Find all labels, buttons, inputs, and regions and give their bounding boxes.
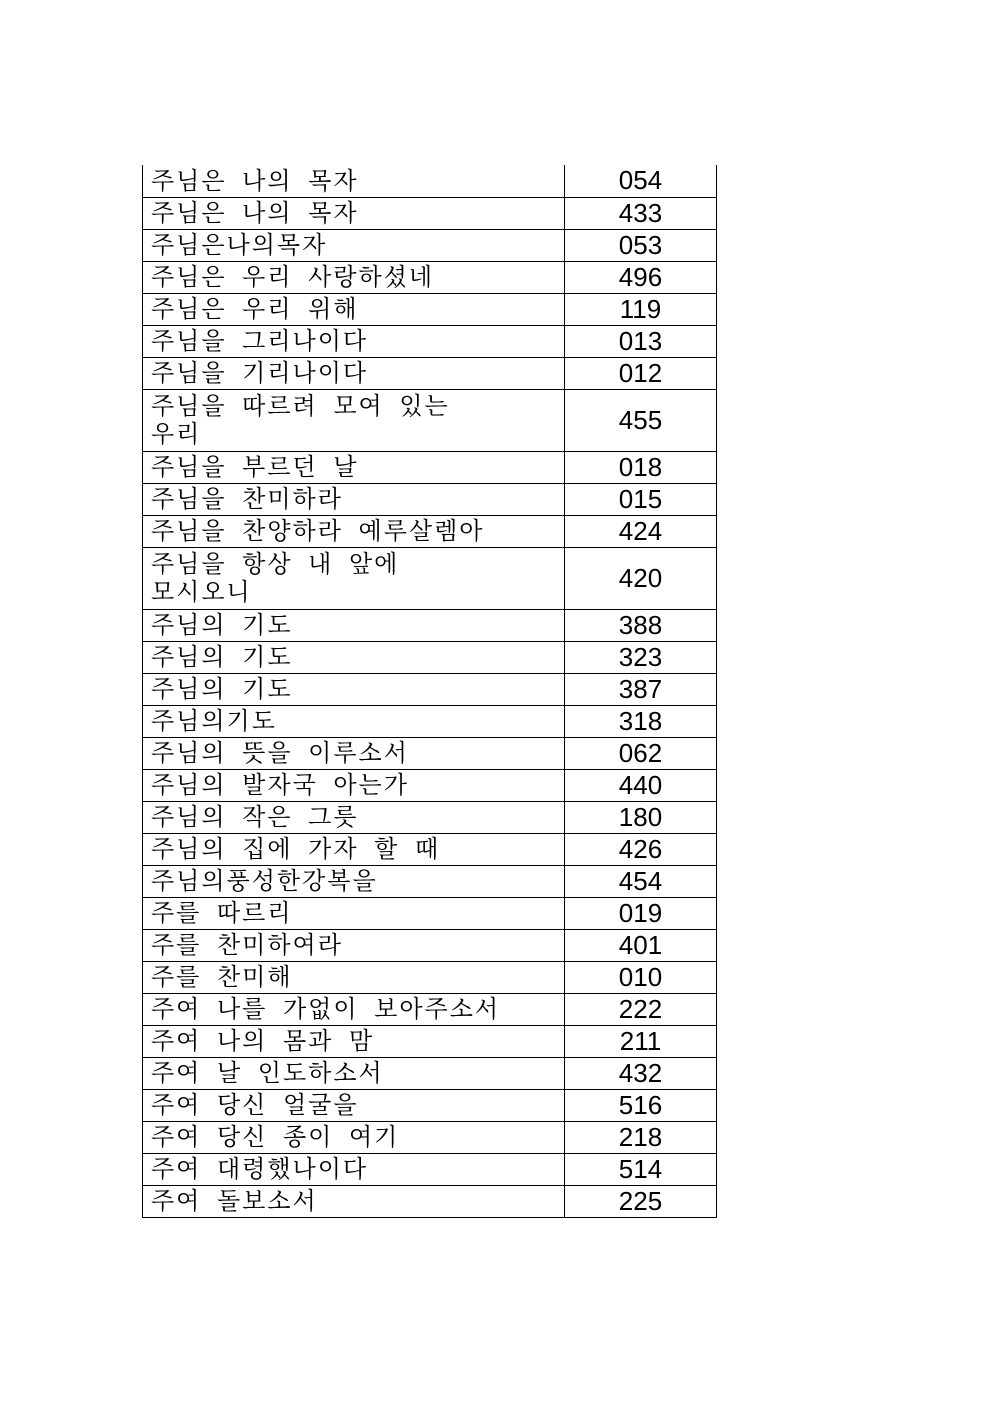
hymn-title: 주를 찬미하여라 [143,929,565,961]
hymn-number: 424 [565,515,717,547]
hymn-number: 496 [565,261,717,293]
hymn-number: 218 [565,1121,717,1153]
table-row [143,1057,717,1089]
hymn-number: 432 [565,1057,717,1089]
hymn-number: 318 [565,705,717,737]
table-row [143,1025,717,1057]
table-row [143,865,717,897]
hymn-title: 주님을 찬미하라 [143,483,565,515]
hymn-number: 388 [565,609,717,641]
hymn-title: 주님을 찬양하라 예루살렘아 [143,515,565,547]
table-row [143,261,717,293]
table-row [143,165,717,197]
hymn-index-table [142,165,717,1218]
table-row [143,229,717,261]
hymn-title: 주님을 부르던 날 [143,451,565,483]
hymn-number: 010 [565,961,717,993]
table-row [143,1153,717,1185]
table-row [143,197,717,229]
hymn-title: 주님은 나의 목자 [143,197,565,229]
hymn-number: 013 [565,325,717,357]
hymn-number: 053 [565,229,717,261]
hymn-number: 062 [565,737,717,769]
hymn-title: 주를 따르리 [143,897,565,929]
table-row [143,515,717,547]
hymn-title: 주님의 기도 [143,673,565,705]
hymn-title: 주여 나의 몸과 맘 [143,1025,565,1057]
hymn-title: 주여 날 인도하소서 [143,1057,565,1089]
table-row [143,609,717,641]
hymn-number: 019 [565,897,717,929]
hymn-title: 주여 돌보소서 [143,1185,565,1217]
hymn-number: 455 [565,389,717,451]
hymn-title: 주님의 발자국 아는가 [143,769,565,801]
table-row [143,961,717,993]
table-row [143,705,717,737]
table-row [143,547,717,609]
hymn-number: 426 [565,833,717,865]
hymn-title: 주님을 따르려 모여 있는 우리 [143,389,565,451]
hymn-number: 180 [565,801,717,833]
table-row [143,1185,717,1217]
hymn-title: 주님을 그리나이다 [143,325,565,357]
table-row [143,673,717,705]
table-row [143,833,717,865]
hymn-number: 387 [565,673,717,705]
hymn-title: 주님을 기리나이다 [143,357,565,389]
table-row [143,293,717,325]
hymn-number: 054 [565,165,717,197]
hymn-number: 222 [565,993,717,1025]
hymn-title: 주님의 뜻을 이루소서 [143,737,565,769]
hymn-title: 주님은 우리 사랑하셨네 [143,261,565,293]
table-row [143,389,717,451]
table-row [143,929,717,961]
table-row [143,993,717,1025]
hymn-number: 516 [565,1089,717,1121]
hymn-number: 454 [565,865,717,897]
hymn-number: 018 [565,451,717,483]
table-row [143,357,717,389]
hymn-number: 323 [565,641,717,673]
hymn-title: 주여 나를 가없이 보아주소서 [143,993,565,1025]
hymn-title: 주님의 집에 가자 할 때 [143,833,565,865]
hymn-title: 주여 당신 종이 여기 [143,1121,565,1153]
hymn-table-body [143,165,717,1217]
table-row [143,769,717,801]
hymn-number: 514 [565,1153,717,1185]
table-row [143,897,717,929]
hymn-number: 211 [565,1025,717,1057]
hymn-title: 주여 대령했나이다 [143,1153,565,1185]
hymn-number: 401 [565,929,717,961]
hymn-title: 주를 찬미해 [143,961,565,993]
hymn-title: 주님의 작은 그릇 [143,801,565,833]
table-row [143,483,717,515]
hymn-title: 주님의 기도 [143,641,565,673]
table-row [143,1121,717,1153]
hymn-number: 225 [565,1185,717,1217]
hymn-title: 주여 당신 얼굴을 [143,1089,565,1121]
hymn-title: 주님은나의목자 [143,229,565,261]
hymn-number: 420 [565,547,717,609]
hymn-number: 433 [565,197,717,229]
table-row [143,737,717,769]
hymn-number: 440 [565,769,717,801]
hymn-title: 주님은 나의 목자 [143,165,565,197]
hymn-title: 주님의기도 [143,705,565,737]
table-row [143,325,717,357]
table-row [143,451,717,483]
hymn-title: 주님은 우리 위해 [143,293,565,325]
hymn-number: 012 [565,357,717,389]
hymn-title: 주님의풍성한강복을 [143,865,565,897]
hymn-title: 주님을 항상 내 앞에 모시오니 [143,547,565,609]
table-row [143,1089,717,1121]
hymn-number: 119 [565,293,717,325]
table-row [143,801,717,833]
hymn-number: 015 [565,483,717,515]
table-row [143,641,717,673]
hymn-title: 주님의 기도 [143,609,565,641]
